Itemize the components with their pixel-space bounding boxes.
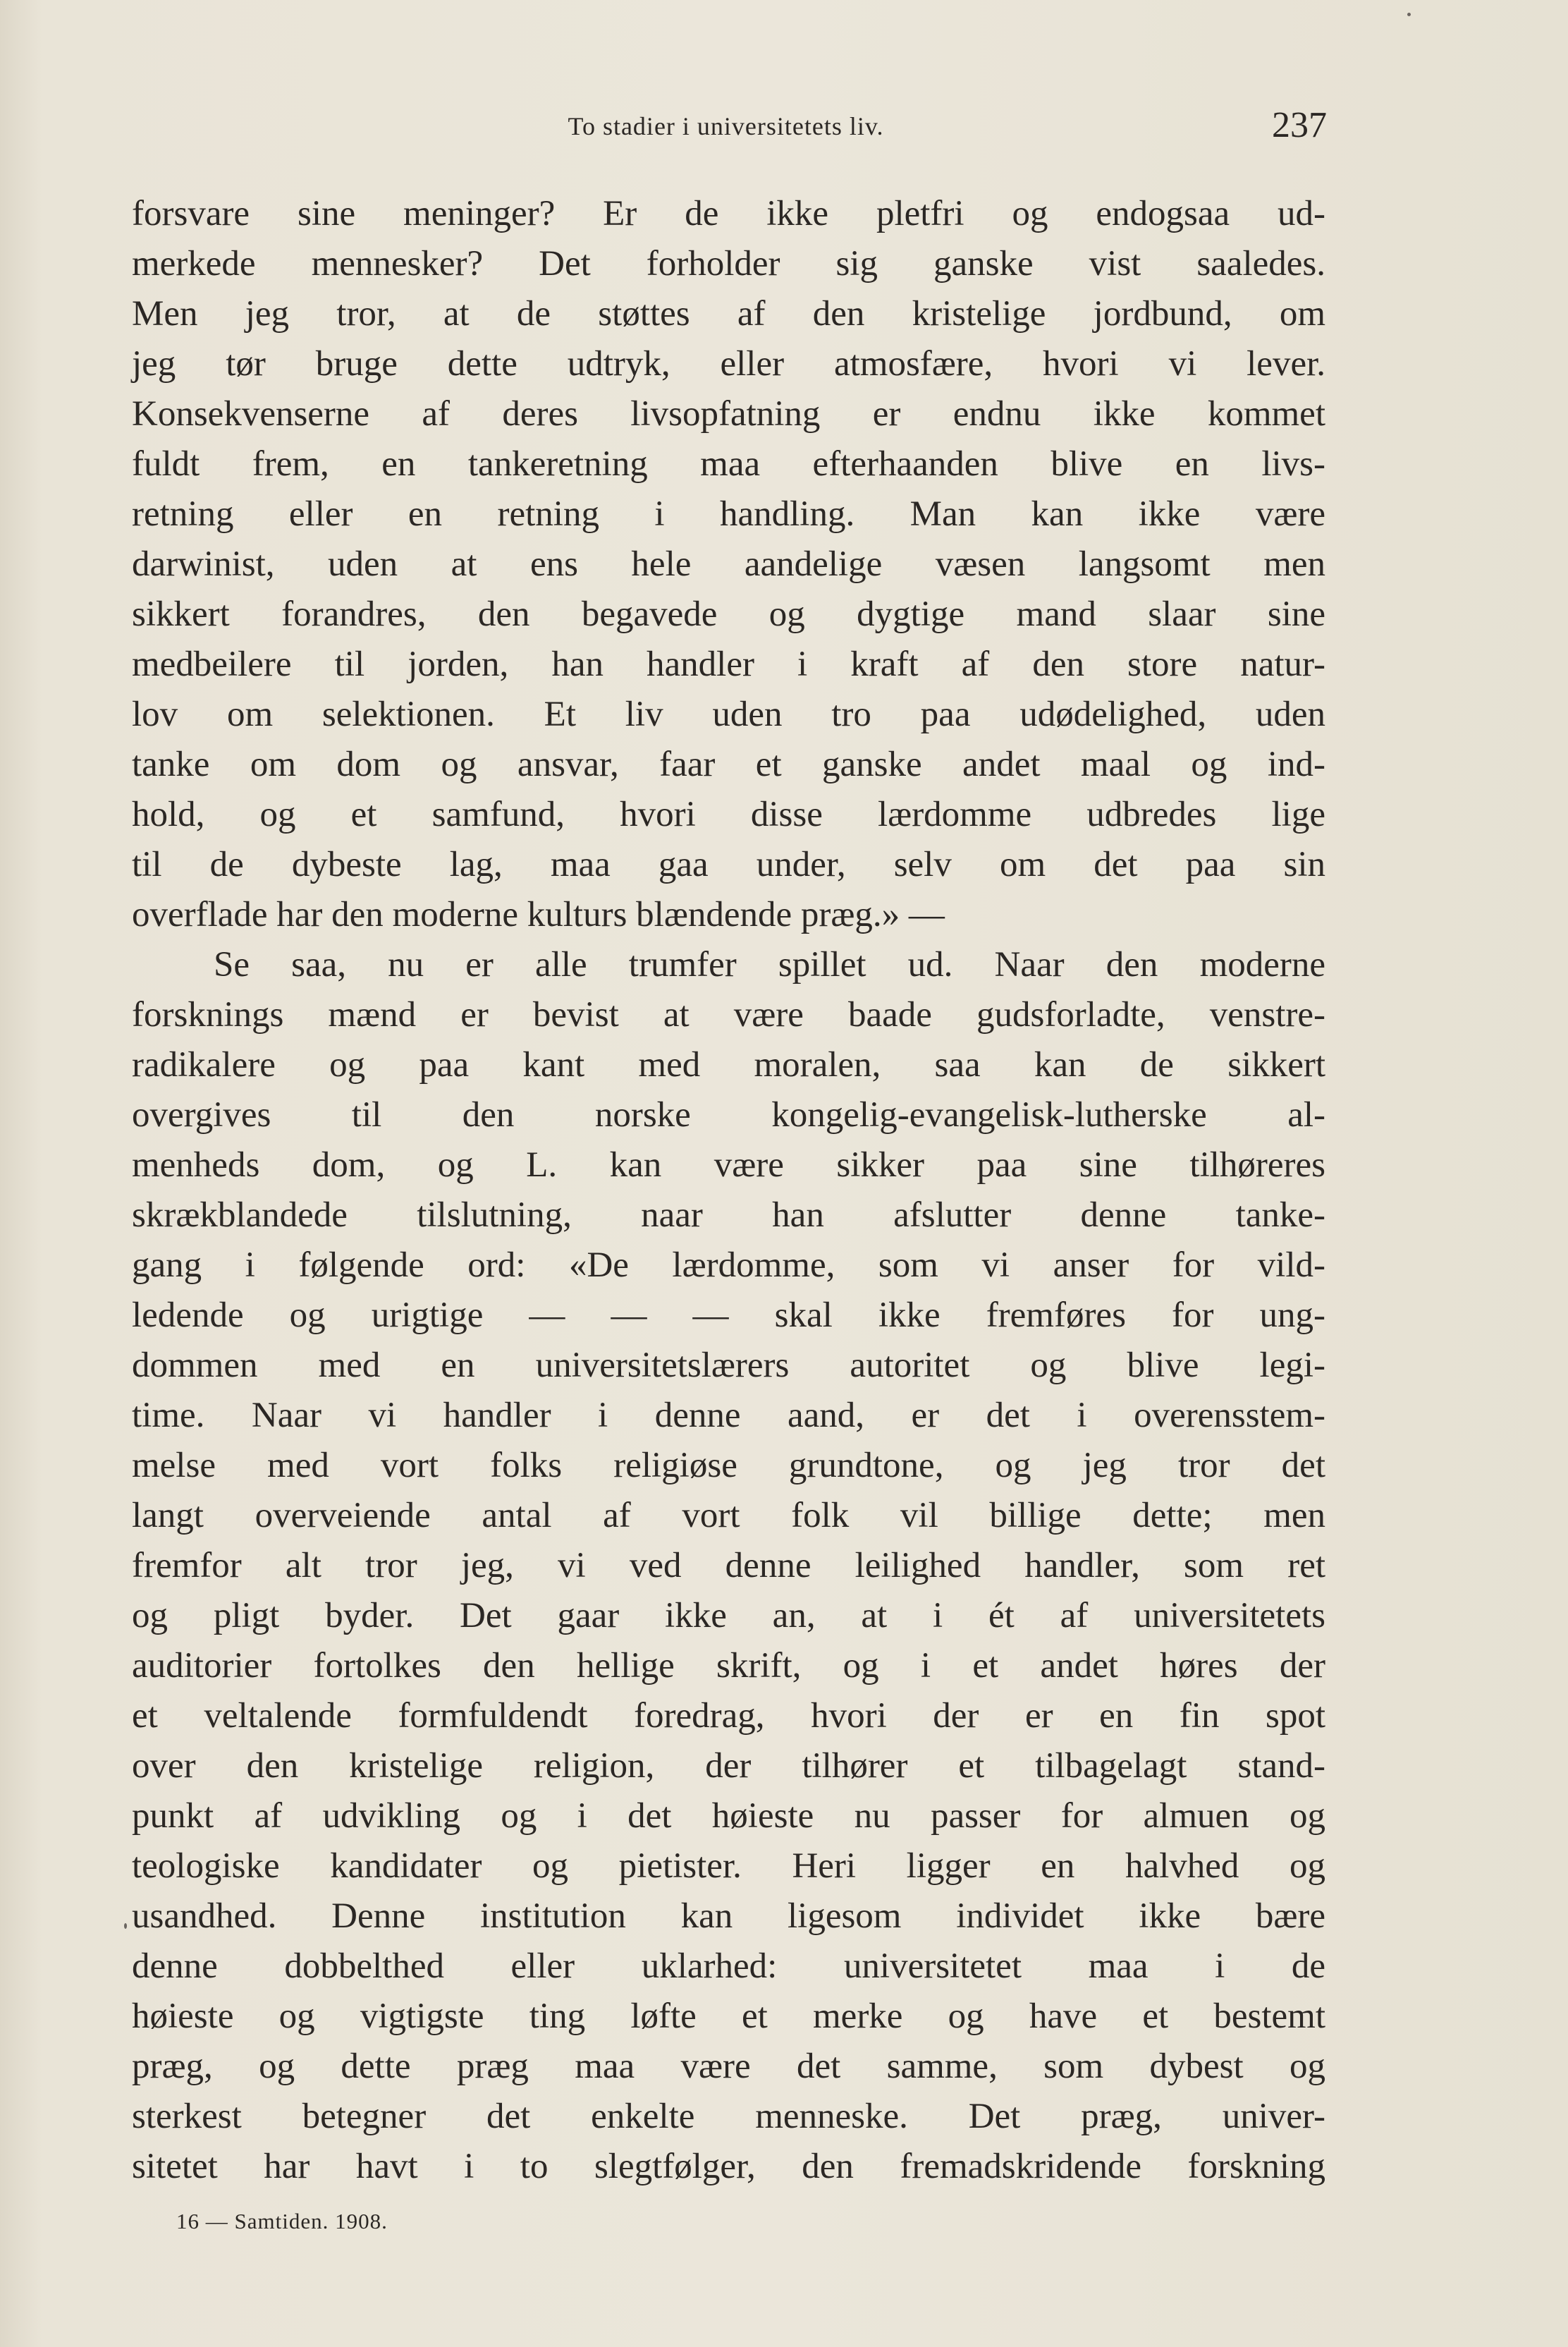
text-line: dommen med en universitetslærers autoritet og blive legi- — [132, 1346, 1325, 1385]
running-title: To stadier i universitetets liv. — [568, 112, 884, 140]
text-line: time. Naar vi handler i denne aand, er det i overensstem- — [132, 1396, 1325, 1435]
text-line: retning eller en retning i handling. Man kan ikke være — [132, 494, 1325, 534]
printer-signature: 16 — Samtiden. 1908. — [176, 2209, 388, 2233]
text-line: forsvare sine meninger? Er de ikke pletfri og endogsaa ud- — [132, 194, 1325, 233]
text-line: overgives til den norske kongelig-evangelisk-lutherske al- — [132, 1095, 1325, 1135]
text-line: punkt af udvikling og i det høieste nu passer for almuen og — [132, 1796, 1325, 1836]
text-line: Konsekvenserne af deres livsopfatning er endnu ikke kommet — [132, 394, 1325, 434]
text-line: forsknings mænd er bevist at være baade gudsforladte, venstre- — [132, 995, 1325, 1035]
text-line: sterkest betegner det enkelte menneske. Det præg, univer- — [132, 2097, 1325, 2136]
text-line: høieste og vigtigste ting løfte et merke og have et bestemt — [132, 1997, 1325, 2036]
text-line: skrækblandede tilslutning, naar han afslutter denne tanke- — [132, 1195, 1325, 1235]
text-line: gang i følgende ord: «De lærdomme, som vi anser for vild- — [132, 1245, 1325, 1285]
text-line: og pligt byder. Det gaar ikke an, at i ét af universitetets — [132, 1596, 1325, 1635]
text-line: fuldt frem, en tankeretning maa efterhaanden blive en livs- — [132, 444, 1325, 484]
text-line: teologiske kandidater og pietister. Heri ligger en halvhed og — [132, 1846, 1325, 1886]
text-line: ledende og urigtige — — — skal ikke fremføres for ung- — [132, 1296, 1325, 1335]
text-line: medbeilere til jorden, han handler i kraft af den store natur- — [132, 645, 1325, 684]
text-line: denne dobbelthed eller uklarhed: universitetet maa i de — [132, 1946, 1325, 1986]
text-line: over den kristelige religion, der tilhører et tilbagelagt stand- — [132, 1746, 1325, 1786]
text-line: tanke om dom og ansvar, faar et ganske andet maal og ind- — [132, 745, 1325, 784]
text-line: præg, og dette præg maa være det samme, som dybest og — [132, 2047, 1325, 2086]
text-line: auditorier fortolkes den hellige skrift, og i et andet høres der — [132, 1646, 1325, 1685]
text-line: usandhed. Denne institution kan ligesom individet ikke bære — [132, 1896, 1325, 1936]
text-line: menheds dom, og L. kan være sikker paa sine tilhøreres — [132, 1145, 1325, 1185]
scan-speck — [124, 1923, 127, 1929]
text-line: fremfor alt tror jeg, vi ved denne leilighed handler, som ret — [132, 1546, 1325, 1585]
text-line: lov om selektionen. Et liv uden tro paa udødelighed, uden — [132, 695, 1325, 734]
text-line: et veltalende formfuldendt foredrag, hvori der er en fin spot — [132, 1696, 1325, 1736]
text-line: sitetet har havt i to slegtfølger, den fremadskridende forskning — [132, 2147, 1325, 2186]
body-text — [132, 189, 1325, 2192]
text-line: radikalere og paa kant med moralen, saa kan de sikkert — [132, 1045, 1325, 1085]
text-line: merkede mennesker? Det forholder sig ganske vist saaledes. — [132, 244, 1325, 284]
text-line: jeg tør bruge dette udtryk, eller atmosfære, hvori vi lever. — [132, 344, 1325, 384]
scan-speck — [1407, 13, 1411, 16]
text-line: melse med vort folks religiøse grundtone, og jeg tror det — [132, 1446, 1325, 1485]
text-line: darwinist, uden at ens hele aandelige væsen langsomt men — [132, 544, 1325, 584]
text-line: overflade har den moderne kulturs blændende præg.» — — [132, 895, 945, 934]
text-line: til de dybeste lag, maa gaa under, selv om det paa sin — [132, 845, 1325, 884]
text-line: sikkert forandres, den begavede og dygtige mand slaar sine — [132, 595, 1325, 634]
text-line: langt overveiende antal af vort folk vil billige dette; men — [132, 1496, 1325, 1535]
text-line: hold, og et samfund, hvori disse lærdomme udbredes lige — [132, 795, 1325, 834]
page-number: 237 — [1272, 105, 1327, 145]
text-line: Men jeg tror, at de støttes af den kristelige jordbund, om — [132, 294, 1325, 334]
text-line: Se saa, nu er alle trumfer spillet ud. Naar den moderne — [214, 945, 1325, 984]
